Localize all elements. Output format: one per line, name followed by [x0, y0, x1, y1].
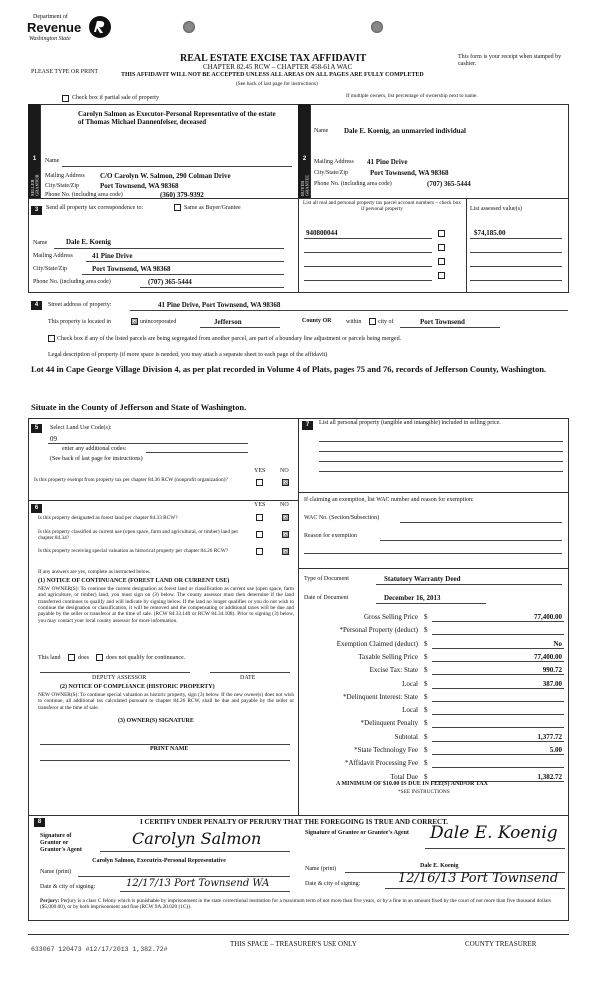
- tax-line-value: 387.00: [542, 680, 562, 688]
- wac-label: WAC No. (Section/Subsection): [304, 515, 380, 521]
- segregated-checkbox[interactable]: [48, 335, 55, 342]
- tax-line-value: 990.72: [542, 666, 562, 674]
- agency-logo-icon: [87, 14, 113, 40]
- current-use-no-checkbox[interactable]: ☒: [283, 532, 289, 539]
- doc-type-label: Type of Document: [304, 576, 349, 582]
- legal-description: Lot 44 in Cape George Village Division 4, as per plat recorded in Volume 4 of Plats, pages 75 and 76, records of Jefferson County, Washington.: [31, 364, 547, 374]
- owner-signature-label: (3) OWNER(S) SIGNATURE: [118, 718, 194, 724]
- corr-phone-value: (707) 365-5444: [148, 278, 192, 286]
- seller-city-label: City/State/Zip: [45, 183, 79, 189]
- tax-line-dollar: $: [424, 680, 428, 688]
- tax-line-rule: [432, 648, 564, 649]
- city-of-label: city of: [378, 319, 394, 325]
- this-land-label: This land: [38, 655, 61, 661]
- same-as-buyer-label: Same as Buyer/Grantee: [184, 205, 241, 211]
- assessed-header: List assessed value(s): [470, 206, 522, 212]
- tax-line-rule: [432, 674, 564, 675]
- tax-line-label: *Delinquent Interest: State: [342, 693, 418, 701]
- punch-hole-left: [183, 21, 195, 33]
- multiple-owners-note: If multiple owners, list percentage of ownership next to name.: [346, 93, 478, 99]
- doc-type-line: [376, 584, 562, 585]
- form-chapter: CHAPTER 82.45 RCW – CHAPTER 458-61A WAC: [203, 63, 353, 71]
- located-label: This property is located in: [48, 319, 111, 325]
- section1-number: 1: [32, 156, 37, 162]
- section8-top-border: [28, 815, 569, 816]
- does-label: does: [78, 655, 89, 661]
- treasurer-stamp: 633067 120473 #12/17/2013 1,382.72#: [31, 946, 168, 953]
- see-instructions-note: *SEE INSTRUCTIONS: [398, 789, 450, 795]
- does-not-label: does not qualify for continuance.: [106, 655, 186, 661]
- seller-phone-label: Phone No. (including area code): [45, 192, 123, 198]
- notice1-text: NEW OWNER(S): To continue the current designation as forest land or classification as current use (open space, farm and agriculture, or timber) land, you must sign on (3) below. The county assessor must then determine if the land transferred continues to qualify and will indicate by signing below. If the land no longer qualifies or you do not wish to continue the designation or classification, it will be removed and the compensating or additional taxes will be due and payable by the seller or transferor at the time of sale. (RCW 84.33.140 or RCW 84.34.108). Prior to signing (3) below, you may contact your local county assessor for more information.: [38, 586, 294, 624]
- historic-question: Is this property receiving special valuation as historical property per chapter 84.26 RCW?: [38, 548, 229, 554]
- exempt-yes-checkbox[interactable]: [256, 479, 263, 486]
- corr-mailing-line: [86, 261, 284, 262]
- does-checkbox[interactable]: [68, 654, 75, 661]
- deputy-date-line: [210, 672, 290, 673]
- additional-codes-label: enter any additional codes:: [62, 446, 127, 452]
- corr-name-line: [54, 248, 284, 249]
- corr-name-value: Dale E. Koenig: [66, 238, 111, 246]
- seller-name-value: Carolyn Salmon as Executor-Personal Representative of the estate of Thomas Michael Dannenfelser, deceased: [78, 110, 276, 127]
- tax-line-dollar: $: [424, 773, 428, 781]
- tax-line-label: Exemption Claimed (deduct): [336, 640, 418, 648]
- within-label: within: [346, 319, 362, 325]
- personal-property-label: List all personal property (tangible and intangible) included in selling price.: [319, 420, 501, 426]
- section8-left-border: [28, 815, 29, 920]
- personal-line-4: [319, 471, 563, 472]
- parcel-checkbox-1[interactable]: [438, 230, 445, 237]
- buyer-name-value: Dale E. Koenig, an unmarried individual: [344, 127, 466, 135]
- print-name-line: [40, 760, 290, 761]
- assessed-line-2: [470, 252, 562, 253]
- section7-number: 7: [302, 421, 313, 430]
- tax-line-dollar: $: [424, 759, 428, 767]
- seller-mailing-value: C/O Carolyn W. Salmon, 290 Colman Drive: [100, 172, 231, 180]
- tax-line-label: Gross Selling Price: [363, 613, 418, 621]
- tax-line-value: 5.00: [549, 746, 562, 754]
- grantee-signature-line: [425, 848, 565, 849]
- tax-line-label: Local: [402, 706, 418, 714]
- personal-line-1: [319, 441, 563, 442]
- punch-hole-right: [371, 21, 383, 33]
- deputy-date-label: DATE: [240, 675, 256, 681]
- mid-right-border: [568, 418, 569, 815]
- agency-line1: Department of: [33, 14, 68, 20]
- notice2-title: (2) NOTICE OF COMPLIANCE (HISTORIC PROPERTY): [60, 684, 215, 690]
- city-value: Port Townsend: [420, 318, 465, 326]
- corr-phone-label: Phone No. (including area code): [33, 279, 111, 285]
- section4-number: 4: [31, 301, 42, 310]
- grantee-signature: Dale E. Koenig: [430, 823, 558, 843]
- doc-date-value: December 16, 2013: [384, 594, 441, 602]
- grantor-signature-line: [100, 851, 290, 852]
- corr-city-line: [82, 274, 284, 275]
- section6-number: 6: [31, 504, 42, 513]
- section8-right-border: [568, 815, 569, 920]
- perjury-text: Perjury is a class C felony which is punishable by imprisonment in the state correctional institution for a maximum term of not more than five years, or by a fine in an amount fixed by the court of not more than five thousand dollars ($5,000.00), or by both imprisonment and fine (RCW 9A.20.020 (1C)).: [40, 898, 552, 911]
- seller-side-label: SELLER GRANTOR: [30, 174, 40, 196]
- seller-phone-value: (360) 379-9392: [160, 191, 204, 199]
- corr-phone-line: [140, 287, 284, 288]
- grantee-signature-label: Signature of Grantee or Grantee's Agent: [305, 830, 409, 836]
- section5-no: NO: [280, 468, 289, 474]
- corr-city-label: City/State/Zip: [33, 266, 67, 272]
- mid-left-border: [28, 418, 29, 815]
- tax-line-label: Taxable Selling Price: [358, 653, 418, 661]
- buyer-city-label: City/State/Zip: [314, 170, 348, 176]
- tax-line-dollar: $: [424, 613, 428, 621]
- footer-border: [28, 934, 569, 935]
- section8-number: 8: [34, 818, 45, 827]
- tax-line-label: *Personal Property (deduct): [339, 626, 418, 634]
- county-line: [200, 327, 280, 328]
- treasurer-space-label: THIS SPACE – TREASURER'S USE ONLY: [230, 940, 357, 948]
- section8-bottom-border: [28, 920, 569, 921]
- tax-line-dollar: $: [424, 706, 428, 714]
- grantee-name-value: Dale E. Koenig: [420, 863, 459, 869]
- reason-line-2: [304, 553, 562, 554]
- buyer-side-label: BUYER GRANTEE: [300, 175, 310, 196]
- seller-mailing-label-visible: Mailing Address: [45, 173, 85, 179]
- city-checkbox[interactable]: [369, 318, 376, 325]
- reason-label: Reason for exemption: [304, 533, 357, 539]
- street-value: 41 Pine Drive, Port Townsend, WA 98368: [158, 301, 281, 309]
- section6-no: NO: [280, 502, 289, 508]
- grantee-date-line: [385, 888, 565, 889]
- personal-line-3: [319, 461, 563, 462]
- tax-line-dollar: $: [424, 693, 428, 701]
- buyer-mailing-value: 41 Pine Drive: [367, 158, 408, 166]
- wac-line: [400, 522, 562, 523]
- perjury-label: Perjury:: [40, 898, 60, 904]
- grantor-name-value: Carolyn Salmon, Executrix-Personal Representative: [92, 858, 226, 864]
- buyer-name-label: Name: [314, 128, 329, 134]
- section3-number: 3: [31, 206, 42, 215]
- grantor-signature: Carolyn Salmon: [132, 829, 262, 848]
- does-not-checkbox[interactable]: [96, 654, 103, 661]
- partial-sale-label: Check box if partial sale of property: [72, 95, 159, 101]
- section7-split2: [298, 568, 568, 569]
- doc-date-line: [376, 603, 486, 604]
- parcel-checkbox-2[interactable]: [438, 244, 445, 251]
- situate-text: Situate in the County of Jefferson and State of Washington.: [31, 402, 247, 412]
- please-type: PLEASE TYPE OR PRINT: [31, 69, 99, 75]
- notice1-title: (1) NOTICE OF CONTINUANCE (FOREST LAND OR CURRENT USE): [38, 578, 230, 584]
- tax-line-dollar: $: [424, 640, 428, 648]
- form-see-back: (See back of last page for instructions): [236, 81, 318, 87]
- tax-line-dollar: $: [424, 719, 428, 727]
- reason-line-1: [380, 540, 562, 541]
- tax-line-value: 1,382.72: [537, 773, 562, 781]
- parcel-number-value: 940800044: [306, 229, 338, 237]
- grantor-date-line: [120, 891, 290, 892]
- grantor-name-line: [78, 876, 290, 877]
- tax-line-dollar: $: [424, 626, 428, 634]
- exempt-no-checkbox[interactable]: ☒: [283, 480, 289, 487]
- section2-right-border: [568, 104, 569, 198]
- grantor-date-value: 12/17/13 Port Townsend WA: [126, 878, 270, 889]
- tax-line-value: 1,377.72: [537, 733, 562, 741]
- tax-line-label: *State Technology Fee: [354, 746, 418, 754]
- corr-name-label: Name: [33, 240, 48, 246]
- tax-line-rule: [432, 727, 564, 728]
- same-as-buyer-checkbox[interactable]: [174, 204, 181, 211]
- section6-top-border: [28, 500, 298, 501]
- section2-label-divider: [310, 104, 311, 198]
- legal-label: Legal description of property (if more space is needed, you may attach a separate sheet to each page of the affidavit): [48, 352, 328, 358]
- tax-line-rule: [432, 767, 564, 768]
- forest-no-checkbox[interactable]: ☒: [283, 515, 289, 522]
- corr-mailing-value: 41 Pine Drive: [92, 252, 133, 260]
- exempt-question: Is this property exempt from property tax per chapter 84.36 RCW (nonprofit organization)?: [34, 477, 228, 483]
- form-title: REAL ESTATE EXCISE TAX AFFIDAVIT: [180, 53, 367, 64]
- buyer-mailing-label: Mailing Address: [314, 159, 354, 165]
- county-treasurer-label: COUNTY TREASURER: [465, 940, 537, 948]
- tax-line-dollar: $: [424, 746, 428, 754]
- section3-right-border: [568, 198, 569, 292]
- owner-signature-line: [40, 744, 290, 745]
- parcel-divider: [466, 198, 467, 292]
- receipt-note: This form is your receipt when stamped by cashier.: [458, 54, 562, 68]
- notice2-text: NEW OWNER(S): To continue special valuation as historic property, sign (3) below. If the new owner(s) does not wish to continue, all additional tax calculated pursuant to chapter 84.26 RCW, shall be due and payable by the seller or transferor at the time of sale.: [38, 692, 294, 711]
- tax-line-value: 77,400.00: [534, 653, 562, 661]
- city-line: [400, 327, 500, 328]
- parcel-line-4: [304, 280, 432, 281]
- perjury-statement: [40, 898, 564, 911]
- certify-statement: I CERTIFY UNDER PENALTY OF PERJURY THAT THE FOREGOING IS TRUE AND CORRECT.: [140, 818, 449, 826]
- tax-line-label: Excise Tax: State: [369, 666, 418, 674]
- tax-line-dollar: $: [424, 653, 428, 661]
- tax-line-label: Subtotal: [394, 733, 418, 741]
- section3-left-border: [28, 198, 29, 292]
- assessed-line-3: [470, 266, 562, 267]
- additional-codes-line: [146, 452, 248, 453]
- parcel-header: List all real and personal property tax parcel account numbers – check box if personal property: [303, 200, 461, 213]
- assessed-value: $74,185.00: [474, 229, 506, 237]
- agency-line3: Washington State: [29, 36, 71, 42]
- buyer-city-value: Port Townsend, WA 98368: [370, 169, 449, 177]
- section7-split: [298, 492, 568, 493]
- tax-line-label: *Delinquent Penalty: [360, 719, 418, 727]
- parcel-checkbox-3[interactable]: [438, 258, 445, 265]
- buyer-phone-label: Phone No. (including area code): [314, 181, 392, 187]
- minimum-due-note: A MINIMUM OF $10.00 IS DUE IN FEE(S) AND/OR TAX: [336, 781, 488, 787]
- segregated-note: Check box if any of the listed parcels are being segregated from another parcel, are part of a boundary line adjustment or parcels being merged.: [57, 336, 402, 342]
- print-name-label: PRINT NAME: [150, 746, 189, 752]
- current-use-yes-checkbox[interactable]: [256, 531, 263, 538]
- unincorporated-checkbox[interactable]: ☒: [132, 319, 138, 326]
- personal-line-2: [319, 451, 563, 452]
- mid-column-divider: [298, 418, 299, 815]
- tax-line-rule: [432, 754, 564, 755]
- county-or-label: County OR: [302, 318, 332, 324]
- deputy-assessor-label: DEPUTY ASSESSOR: [92, 675, 147, 681]
- tax-line-rule: [432, 621, 564, 622]
- historic-no-checkbox[interactable]: ☒: [283, 549, 289, 556]
- tax-line-rule: [432, 714, 564, 715]
- tax-line-rule: [432, 634, 564, 635]
- grantor-signature-label: Signature of Grantor or Grantor's Agent: [40, 833, 82, 854]
- seller-name-label: Name: [45, 158, 60, 164]
- tax-line-rule: [432, 701, 564, 702]
- assessed-line-1: [470, 238, 562, 239]
- section6-yes: YES: [254, 502, 266, 508]
- tax-line-value: 77,400.00: [534, 613, 562, 621]
- section5-yes: YES: [254, 468, 266, 474]
- section5-number: 5: [31, 424, 42, 433]
- tax-line-label: *Affidavit Processing Fee: [345, 759, 418, 767]
- county-value: Jefferson: [214, 318, 242, 326]
- section2-number: 2: [302, 156, 307, 162]
- seller-city-value: Port Townsend, WA 98368: [100, 182, 179, 190]
- current-use-question: Is this property classified as current use (open space, farm and agricultural, or timber) land per chapter 84.34?: [38, 529, 239, 542]
- grantor-date-label: Date & city of signing:: [40, 884, 96, 890]
- correspondence-label: Send all property tax correspondence to:: [46, 205, 144, 211]
- land-use-see-back: (See back of last page for instructions): [50, 456, 143, 462]
- exemption-label: If claiming an exemption, list WAC number and reason for exemption:: [304, 497, 474, 503]
- doc-type-value: Statutory Warranty Deed: [384, 575, 461, 583]
- corr-mailing-label: Mailing Address: [33, 253, 73, 259]
- land-use-label: Select Land Use Code(s):: [50, 425, 112, 431]
- parcel-line-2: [304, 252, 432, 253]
- tax-line-rule: [432, 741, 564, 742]
- tax-line-label: Total Due: [390, 773, 418, 781]
- unincorporated-label: unincorporated: [140, 319, 177, 325]
- street-line: [130, 310, 568, 311]
- tax-line-dollar: $: [424, 666, 428, 674]
- doc-date-label: Date of Document: [304, 595, 349, 601]
- forest-yes-checkbox[interactable]: [256, 514, 263, 521]
- tax-line-rule: [432, 688, 564, 689]
- corr-city-value: Port Townsend, WA 98368: [92, 265, 171, 273]
- parcel-line-1: [304, 238, 432, 239]
- tax-line-rule: [432, 661, 564, 662]
- agency-line2: Revenue: [27, 20, 82, 35]
- tax-line-value: No: [553, 640, 562, 648]
- land-use-value: 09: [50, 435, 57, 443]
- form-warning: THIS AFFIDAVIT WILL NOT BE ACCEPTED UNLESS ALL AREAS ON ALL PAGES ARE FULLY COMPLETED: [121, 72, 424, 78]
- agency-logo: [27, 14, 117, 54]
- section3-bottom-border: [28, 292, 569, 293]
- partial-sale-checkbox[interactable]: [62, 95, 69, 102]
- if-yes-note: If any answers are yes, complete as instructed below.: [38, 569, 151, 575]
- land-use-line: [48, 443, 248, 444]
- historic-yes-checkbox[interactable]: [256, 548, 263, 555]
- forest-question: Is this property designated as forest land per chapter 84.33 RCW?: [38, 515, 178, 521]
- section3-divider: [298, 198, 299, 292]
- tax-line-dollar: $: [424, 733, 428, 741]
- grantee-date-label: Date & city of signing:: [305, 881, 361, 887]
- grantee-date-value: 12/16/13 Port Townsend: [398, 871, 559, 886]
- seller-name-line: [62, 166, 292, 167]
- street-label: Street address of property:: [48, 302, 112, 308]
- section1-label-divider: [40, 104, 41, 198]
- parcel-checkbox-4[interactable]: [438, 272, 445, 279]
- deputy-line: [40, 672, 190, 673]
- grantor-name-label: Name (print): [40, 869, 72, 875]
- tax-line-label: Local: [402, 680, 418, 688]
- grantee-name-label: Name (print): [305, 866, 337, 872]
- parcel-line-3: [304, 266, 432, 267]
- assessed-line-4: [470, 280, 562, 281]
- buyer-phone-value: (707) 365-5444: [427, 180, 471, 188]
